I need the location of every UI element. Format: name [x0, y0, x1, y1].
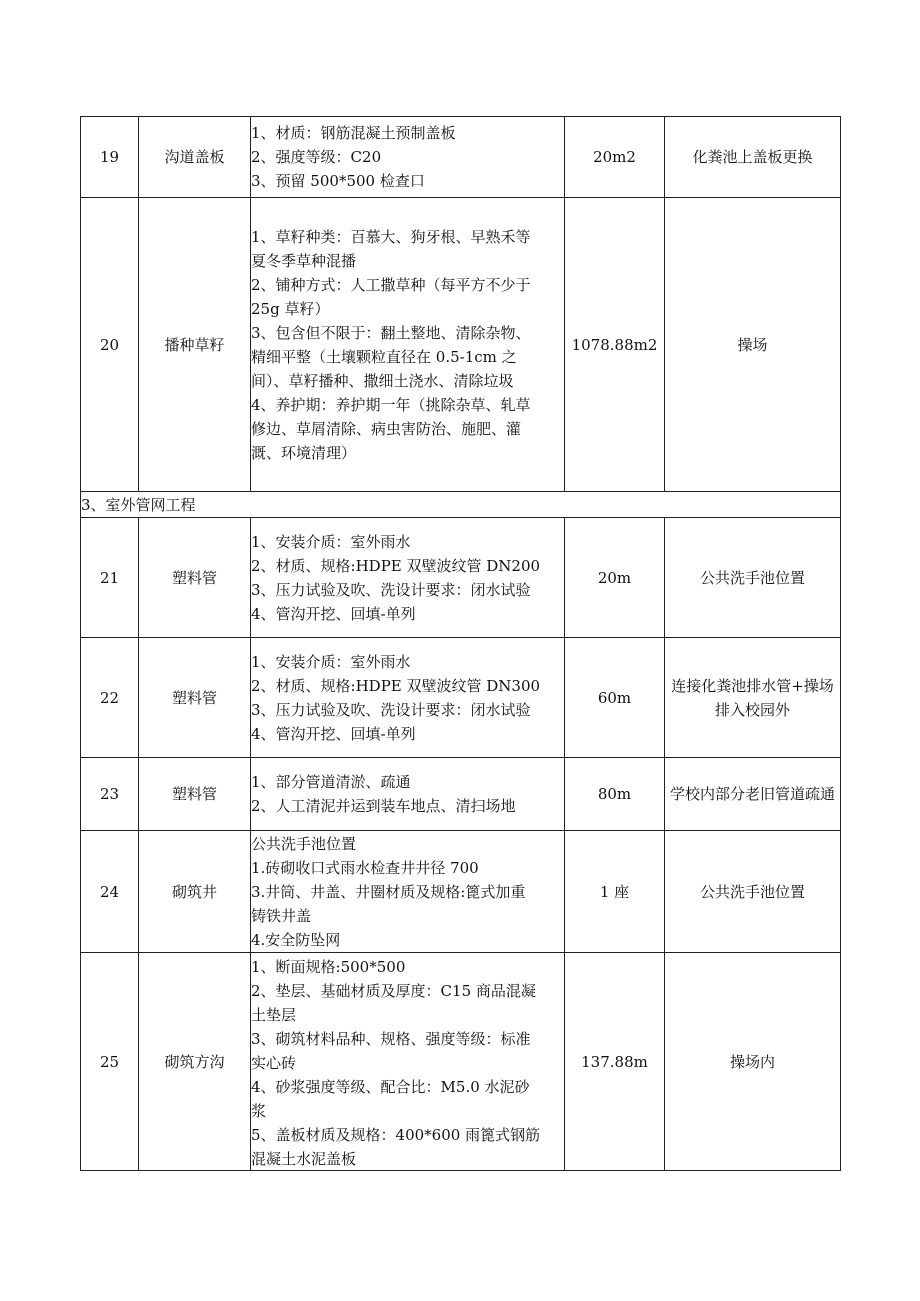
- description-line: 夏冬季草种混播: [251, 251, 357, 270]
- item-quantity: 137.88m: [565, 953, 665, 1171]
- item-name: 播种草籽: [139, 198, 251, 492]
- description-line: 浆: [251, 1101, 267, 1120]
- description-line: 精细平整（土壤颗粒直径在 0.5-1cm 之: [251, 347, 517, 366]
- item-quantity: 20m2: [565, 117, 665, 198]
- description-line: 3、包含但不限于：翻土整地、清除杂物、: [251, 323, 531, 342]
- description-line: 5、盖板材质及规格：400*600 雨篦式钢筋: [251, 1125, 541, 1144]
- description-line: 2、人工清泥并运到装车地点、清扫场地: [251, 797, 516, 815]
- description-line: 1.砖砌收口式雨水检查井井径 700: [251, 858, 479, 877]
- description-line: 3、砌筑材料品种、规格、强度等级：标准: [251, 1029, 531, 1048]
- item-name: 砌筑井: [139, 831, 251, 953]
- item-name: 塑料管: [139, 758, 251, 831]
- description-line: 1、断面规格:500*500: [251, 957, 406, 976]
- table-row: [81, 518, 841, 638]
- item-location: 操场: [665, 198, 841, 492]
- item-number: 25: [81, 953, 139, 1171]
- item-name: 砌筑方沟: [139, 953, 251, 1171]
- description-line: 4、养护期：养护期一年（挑除杂草、轧草: [251, 395, 531, 414]
- section-row: [81, 492, 841, 518]
- item-number: 21: [81, 518, 139, 638]
- table-row: [81, 198, 841, 492]
- description-line: 混凝土水泥盖板: [251, 1149, 357, 1168]
- description-line: 1、部分管道清淤、疏通: [251, 773, 411, 791]
- item-quantity: 20m: [565, 518, 665, 638]
- item-number: 24: [81, 831, 139, 953]
- description-line: 1、草籽种类：百慕大、狗牙根、早熟禾等: [251, 227, 531, 246]
- description-line: 3、压力试验及吹、洗设计要求：闭水试验: [251, 580, 531, 599]
- item-description: [251, 953, 565, 1171]
- description-line: 铸铁井盖: [251, 906, 312, 925]
- item-location: 化粪池上盖板更换: [665, 117, 841, 198]
- description-line: 1、材质：钢筋混凝土预制盖板: [251, 124, 456, 142]
- item-name: 塑料管: [139, 518, 251, 638]
- item-quantity: 80m: [565, 758, 665, 831]
- table-row: [81, 953, 841, 1171]
- description-line: 4、管沟开挖、回填-单列: [251, 604, 416, 623]
- description-line: 溉、环境清理）: [251, 443, 357, 462]
- description-line: 4、砂浆强度等级、配合比：M5.0 水泥砂: [251, 1077, 530, 1096]
- description-line: 2、铺种方式：人工撒草种（每平方不少于: [251, 275, 531, 294]
- table-row: [81, 638, 841, 758]
- description-line: 25g 草籽）: [251, 299, 330, 318]
- description-line: 2、强度等级：C20: [251, 148, 382, 166]
- item-quantity: 1 座: [565, 831, 665, 953]
- item-description: [251, 198, 565, 492]
- description-line: 修边、草屑清除、病虫害防治、施肥、灌: [251, 419, 522, 438]
- description-line: 1、安装介质：室外雨水: [251, 652, 411, 671]
- table-row: [81, 758, 841, 831]
- item-location: 操场内: [665, 953, 841, 1171]
- item-location: 学校内部分老旧管道疏通: [665, 758, 841, 831]
- item-name: 塑料管: [139, 638, 251, 758]
- item-quantity: 60m: [565, 638, 665, 758]
- description-line: 实心砖: [251, 1053, 297, 1072]
- item-name: 沟道盖板: [139, 117, 251, 198]
- item-description: [251, 638, 565, 758]
- description-line: 2、材质、规格:HDPE 双壁波纹管 DN300: [251, 676, 541, 695]
- description-line: 土垫层: [251, 1005, 297, 1024]
- item-description: [251, 758, 565, 831]
- item-number: 23: [81, 758, 139, 831]
- description-line: 3、预留 500*500 检查口: [251, 172, 425, 190]
- description-line: 2、垫层、基础材质及厚度：C15 商品混凝: [251, 981, 536, 1000]
- item-description: [251, 518, 565, 638]
- item-location: 公共洗手池位置: [665, 518, 841, 638]
- description-line: 3、压力试验及吹、洗设计要求：闭水试验: [251, 700, 531, 719]
- item-description: [251, 831, 565, 953]
- item-location: 公共洗手池位置: [665, 831, 841, 953]
- item-description: [251, 117, 565, 198]
- description-line: 间）、草籽播种、撒细土浇水、清除垃圾: [251, 371, 514, 390]
- table-row: [81, 117, 841, 198]
- description-line: 1、安装介质：室外雨水: [251, 532, 411, 551]
- description-line: 4.安全防坠网: [251, 930, 341, 949]
- description-line: 2、材质、规格:HDPE 双壁波纹管 DN200: [251, 556, 541, 575]
- item-number: 22: [81, 638, 139, 758]
- section-title: 3、室外管网工程: [81, 492, 841, 518]
- table-row: [81, 831, 841, 953]
- item-quantity: 1078.88m2: [565, 198, 665, 492]
- item-number: 19: [81, 117, 139, 198]
- item-location: 连接化粪池排水管+操场排入校园外: [665, 638, 841, 758]
- description-line: 4、管沟开挖、回填-单列: [251, 724, 416, 743]
- item-number: 20: [81, 198, 139, 492]
- spec-table: [80, 116, 841, 1171]
- description-line: 公共洗手池位置: [251, 834, 357, 853]
- description-line: 3.井筒、井盖、井圈材质及规格:篦式加重: [251, 882, 526, 901]
